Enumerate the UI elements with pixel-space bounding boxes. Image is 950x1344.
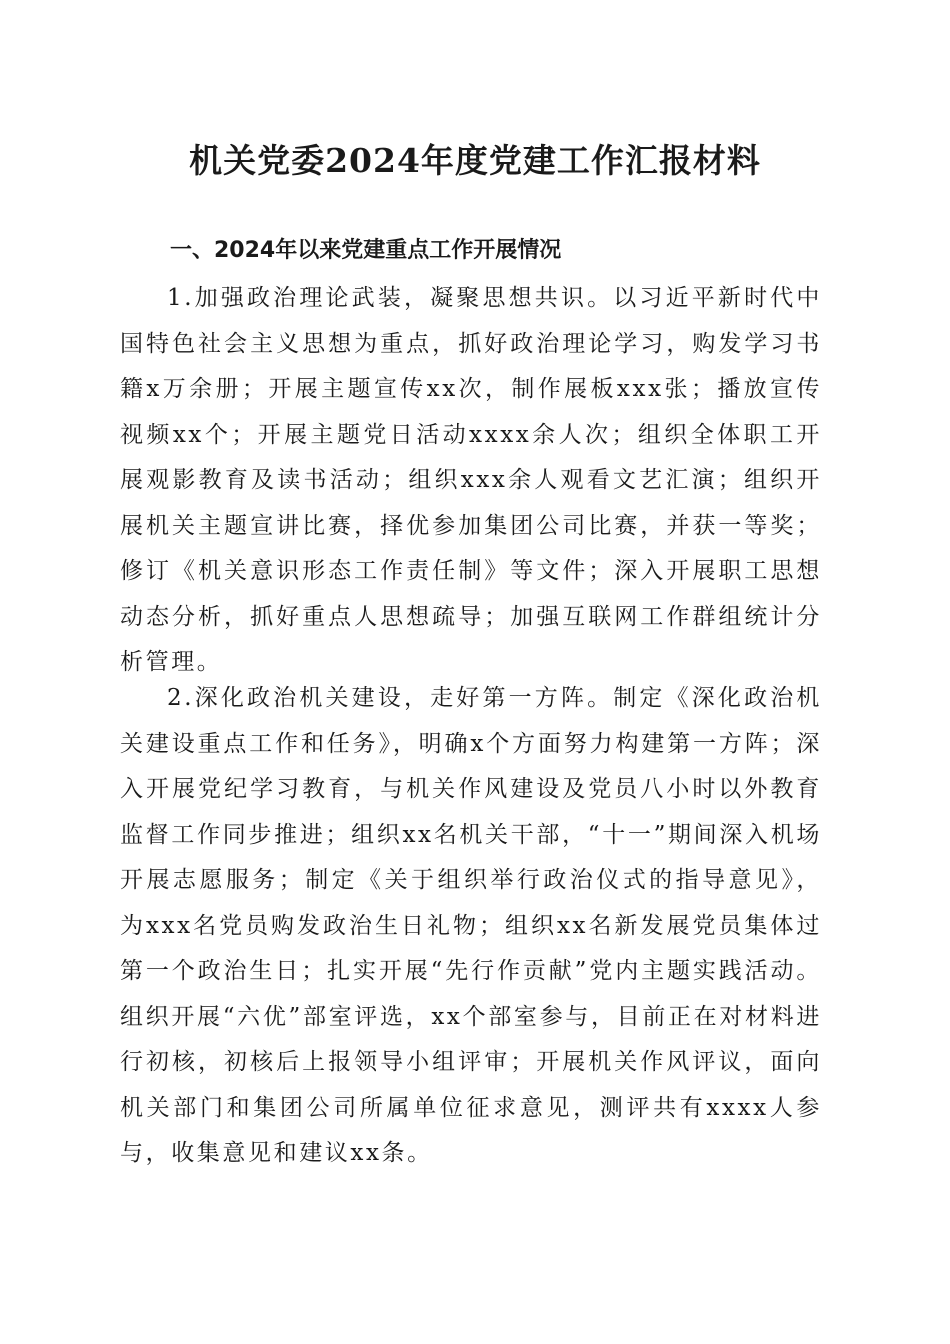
document-title: 机关党委2024年度党建工作汇报材料 (189, 141, 761, 180)
section-heading: 一、2024年以来党建重点工作开展情况 (170, 238, 562, 263)
paragraph-political-organ-building: 2.深化政治机关建设，走好第一方阵。制定《深化政治机关建设重点工作和任务》，明确x个方面努力构建第一方阵；深入开展党纪学习教育，与机关作风建设及党员八小时以外教育监督工作同步推进；组织xx名机关干部，“十一”期间深入机场开展志愿服务；制定《关于组织举行政治仪式的指导意见》，为xxx名党员购发政治生日礼物；组织xx名新发展党员集体过第一个政治生日；扎实开展“先行作贡献”党内主题实践活动。组织开展“六优”部室评选，xx个部室参与，目前正在对材料进行初核，初核后上报领导小组评审；开展机关作风评议，面向机关部门和集团公司所属单位征求意见，测评共有xxxx人参与，收集意见和建议xx条。 (120, 685, 822, 1166)
paragraph-political-theory: 1.加强政治理论武装，凝聚思想共识。以习近平新时代中国特色社会主义思想为重点，抓好政治理论学习，购发学习书籍x万余册；开展主题宣传xx次，制作展板xxx张；播放宣传视频xx个；开展主题党日活动xxxx余人次；组织全体职工开展观影教育及读书活动；组织xxx余人观看文艺汇演；组织开展机关主题宣讲比赛，择优参加集团公司比赛，并获一等奖；修订《机关意识形态工作责任制》等文件；深入开展职工思想动态分析，抓好重点人思想疏导；加强互联网工作群组统计分析管理。 (120, 285, 822, 675)
